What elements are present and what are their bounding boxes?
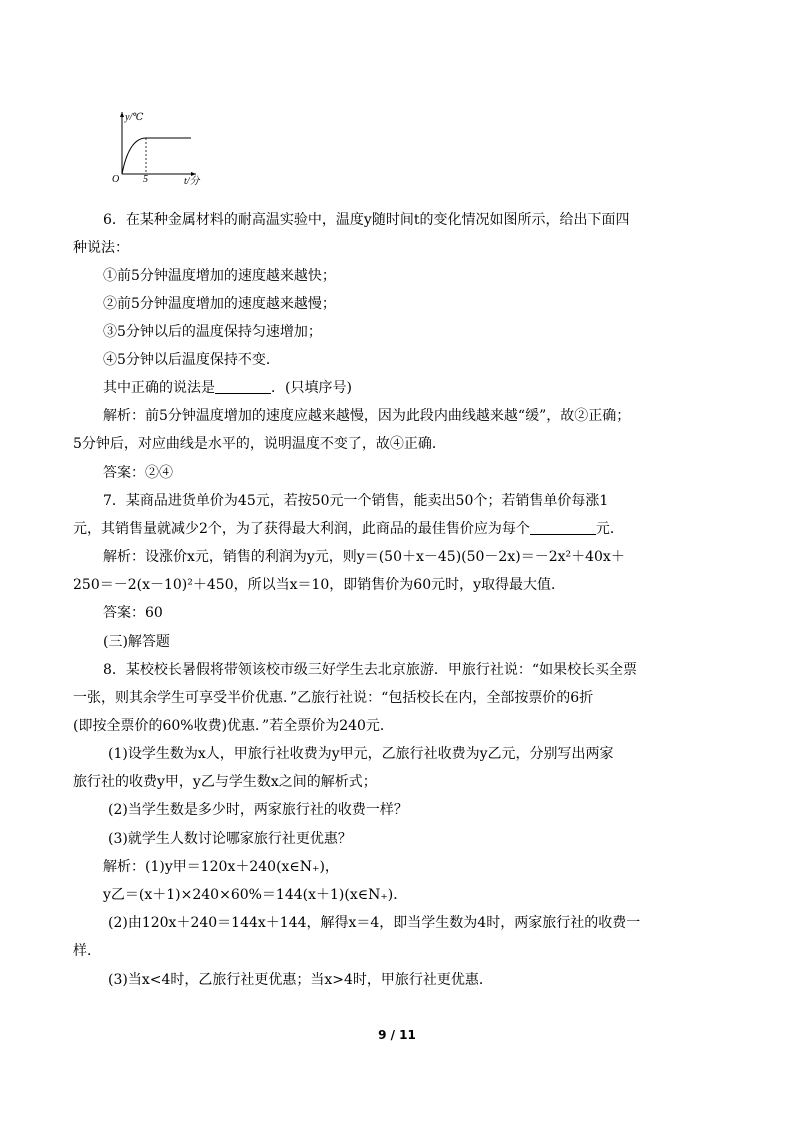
q8-solution-2a: (2)由120x＋240＝144x＋144，解得x＝4，即当学生数为4时，两家旅行社的收费一 <box>108 915 641 931</box>
q8-solution-3: (3)当x<4时，乙旅行社更优惠；当x>4时，甲旅行社更优惠． <box>108 972 493 988</box>
q8-part2: (2)当学生数是多少时，两家旅行社的收费一样？ <box>108 802 408 818</box>
q6-question <box>103 378 794 398</box>
temperature-time-graph <box>104 106 214 186</box>
tick-5-label: 5 <box>143 174 148 185</box>
q6-statement-2: ②前5分钟温度增加的速度越来越慢； <box>103 296 336 312</box>
q8-stem-line3: (即按全票价的60%收费)优惠．”若全票价为240元． <box>73 718 394 734</box>
y-axis-arrow <box>120 112 124 117</box>
q6-statement-3: ③5分钟以后的温度保持匀速增加； <box>103 324 322 340</box>
q6-answer: 答案：②④ <box>103 465 173 481</box>
q6-question-tail: ．(只填序号) <box>271 380 352 396</box>
y-axis-label: y/℃ <box>125 112 144 123</box>
q6-statement-4: ④5分钟以后温度保持不变． <box>103 352 280 368</box>
x-axis-label: t/分 <box>184 176 200 186</box>
q6-solution-line2: 5分钟后，对应曲线是水平的，说明温度不变了，故④正确． <box>73 436 446 452</box>
q7-stem-tail: 元． <box>595 521 624 537</box>
page-number: 9 / 11 <box>378 1028 416 1042</box>
q6-stem-line2: 种说法： <box>73 240 129 256</box>
q8-stem-line1: 8．某校校长暑假将带领该校市级三好学生去北京旅游．甲旅行社说：“如果校长买全票 <box>103 662 638 678</box>
q8-solution-2b: 样． <box>73 943 101 959</box>
q8-solution-1b: y乙＝(x＋1)×240×60%＝144(x＋1)(x∈N₊)． <box>103 887 408 903</box>
answer-blank <box>530 520 596 535</box>
origin-label: O <box>112 174 120 185</box>
q7-solution-line2: 250＝－2(x－10)²＋450，所以当x＝10，即销售价为60元时，y取得最大值． <box>73 577 566 593</box>
q6-stem-line1: 6．在某种金属材料的耐高温实验中，温度y随时间t的变化情况如图所示，给出下面四 <box>103 212 630 228</box>
q6-solution-line1: 解析：前5分钟温度增加的速度应越来越慢，因为此段内曲线越来越“缓”，故②正确； <box>103 408 631 424</box>
temperature-curve <box>122 138 191 174</box>
q8-part3: (3)就学生人数讨论哪家旅行社更优惠？ <box>108 831 352 847</box>
q7-stem-line2 <box>73 519 794 539</box>
q7-solution-line1: 解析：设涨价x元，销售的利润为y元，则y＝(50＋x－45)(50－2x)＝－2x²＋40x＋ <box>103 549 625 565</box>
section-heading: (三)解答题 <box>103 634 170 650</box>
q8-stem-line2: 一张，则其余学生可享受半价优惠．”乙旅行社说：“包括校长在内，全部按票价的6折 <box>73 690 594 706</box>
answer-blank <box>215 379 271 394</box>
q7-stem-text: 元，其销售量就减少2个，为了获得最大利润，此商品的最佳售价应为每个 <box>73 521 530 537</box>
q8-part1-line1: (1)设学生数为x人，甲旅行社收费为y甲元，乙旅行社收费为y乙元，分别写出两家 <box>108 746 614 762</box>
q6-question-text: 其中正确的说法是 <box>103 380 215 396</box>
q7-stem-line1: 7．某商品进货单价为45元，若按50元一个销售，能卖出50个；若销售单价每涨1 <box>103 493 609 509</box>
q7-answer: 答案：60 <box>103 605 163 621</box>
q8-solution-1a: 解析：(1)y甲＝120x＋240(x∈N₊)， <box>103 859 339 875</box>
q6-statement-1: ①前5分钟温度增加的速度越来越快； <box>103 268 336 284</box>
q8-part1-line2: 旅行社的收费y甲，y乙与学生数x之间的解析式； <box>73 774 377 790</box>
